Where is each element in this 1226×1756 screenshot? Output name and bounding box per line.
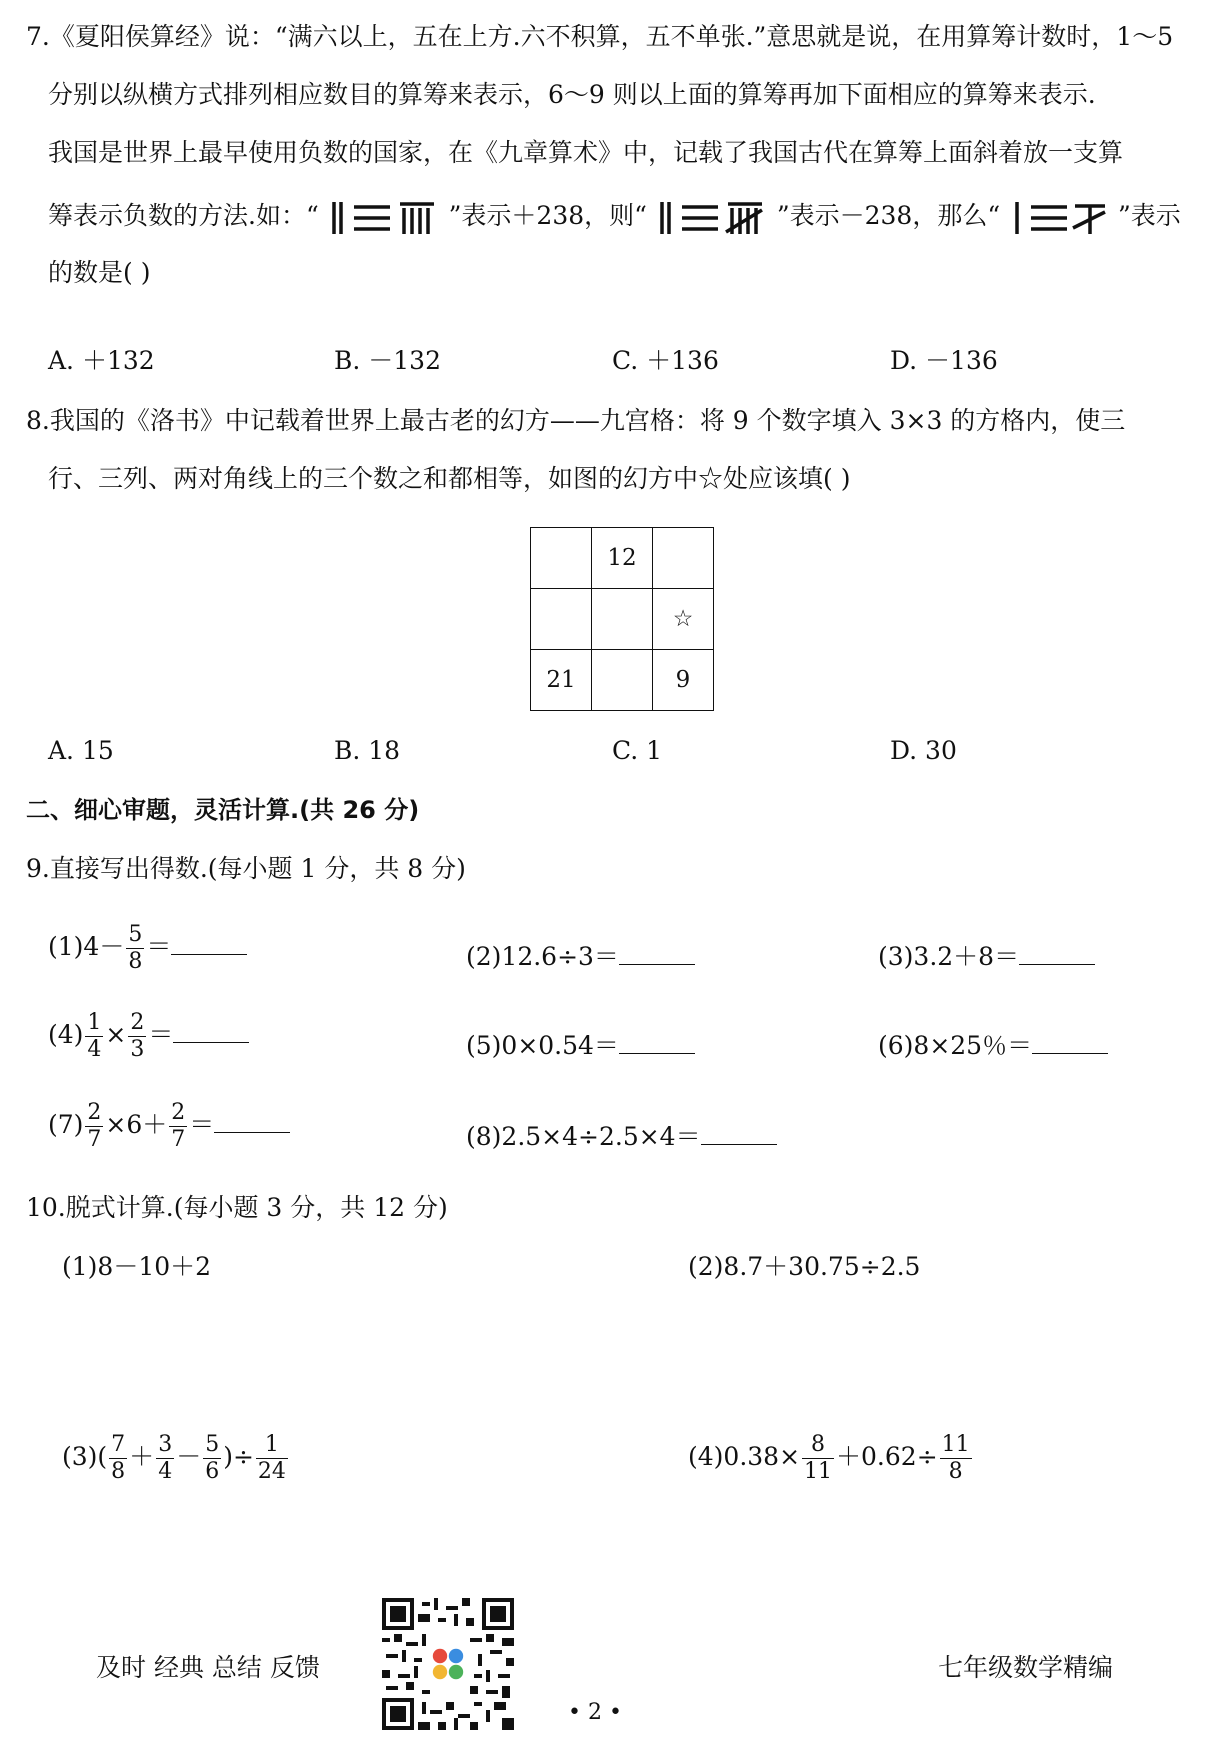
fraction-numerator: 2 <box>171 1100 186 1125</box>
answer-blank <box>701 1122 777 1145</box>
q10-problem-3 <box>62 1432 290 1485</box>
fraction-numerator: 1 <box>87 1010 102 1035</box>
q9-p7-post: ＝ <box>189 1110 215 1139</box>
q9-p4-post: ＝ <box>148 1020 174 1049</box>
answer-blank <box>1032 1031 1108 1054</box>
q8-option-c: C. 1 <box>612 736 663 765</box>
q7-option-d: D. －136 <box>890 346 998 375</box>
fraction-numerator: 5 <box>205 1432 220 1457</box>
grid-cell: 12 <box>592 528 653 589</box>
q7-line4-c: ”表示－238，那么“ <box>776 201 1001 230</box>
grid-cell-star: ☆ <box>653 589 714 650</box>
grid-cell <box>592 650 653 711</box>
grid-cell <box>653 528 714 589</box>
fraction-denominator: 8 <box>111 1459 126 1484</box>
fraction <box>802 1432 834 1485</box>
answer-blank <box>619 1031 695 1054</box>
q9-problem-3 <box>878 937 1095 973</box>
q9-p5-text: (5)0×0.54＝ <box>466 1031 619 1060</box>
q7-line4 <box>48 196 1181 238</box>
fraction-denominator: 6 <box>205 1459 220 1484</box>
q9-p4-pre: (4) <box>48 1020 84 1049</box>
operator: － <box>176 1442 202 1471</box>
fraction <box>126 922 144 975</box>
grid-cell <box>592 589 653 650</box>
fraction <box>109 1432 127 1485</box>
q10-p4-pre: (4)0.38× <box>688 1442 801 1471</box>
counting-rods-question-icon <box>1009 198 1109 238</box>
q7-line4-a: 筹表示负数的方法.如：“ <box>48 201 319 230</box>
q9-p7-mid: ×6＋ <box>105 1110 168 1139</box>
fraction-denominator: 7 <box>171 1127 186 1152</box>
fraction <box>85 1010 103 1063</box>
grid-cell <box>531 589 592 650</box>
fraction-numerator: 1 <box>256 1432 288 1459</box>
fraction-numerator: 3 <box>158 1432 173 1457</box>
q9-p1-pre: (1)4－ <box>48 932 125 961</box>
operator: )÷ <box>223 1442 254 1471</box>
q9-p3-text: (3)3.2＋8＝ <box>878 942 1020 971</box>
fraction-numerator: 2 <box>87 1100 102 1125</box>
fraction-numerator: 8 <box>802 1432 834 1459</box>
q7-line3: 我国是世界上最早使用负数的国家，在《九章算术》中，记载了我国古代在算筹上面斜着放一支算 <box>48 138 1124 167</box>
q9-p7-pre: (7) <box>48 1110 84 1139</box>
q9-problem-1 <box>48 922 247 975</box>
fraction <box>203 1432 221 1485</box>
q7-option-a: A. ＋132 <box>48 346 155 375</box>
q8-option-d: D. 30 <box>890 736 957 765</box>
q7-option-b: B. －132 <box>334 346 441 375</box>
q9-p8-text: (8)2.5×4÷2.5×4＝ <box>466 1122 701 1151</box>
fraction-denominator: 3 <box>130 1037 145 1062</box>
answer-blank <box>214 1110 290 1133</box>
q7-line5: 的数是( ) <box>48 258 151 287</box>
footer-right-title: 七年级数学精编 <box>938 1653 1114 1682</box>
q10-title: 10.脱式计算.(每小题 3 分，共 12 分) <box>26 1193 448 1222</box>
fraction-numerator: 7 <box>111 1432 126 1457</box>
fraction-numerator: 11 <box>941 1432 970 1457</box>
q10-p3-pre: (3)( <box>62 1442 108 1471</box>
q7-line4-b: ”表示＋238，则“ <box>448 201 647 230</box>
q9-problem-7 <box>48 1100 290 1153</box>
fraction-numerator: 5 <box>128 922 143 947</box>
qr-code-icon[interactable] <box>382 1598 514 1736</box>
fraction <box>940 1432 972 1485</box>
grid-cell <box>531 528 592 589</box>
q9-title: 9.直接写出得数.(每小题 1 分，共 8 分) <box>26 854 466 883</box>
q8-option-a: A. 15 <box>48 736 114 765</box>
fraction-denominator: 11 <box>804 1459 833 1484</box>
fraction-denominator: 4 <box>158 1459 173 1484</box>
fraction-denominator: 4 <box>87 1037 102 1062</box>
q10-problem-4 <box>688 1432 974 1485</box>
q9-p6-text: (6)8×25％＝ <box>878 1031 1033 1060</box>
fraction-denominator: 8 <box>128 949 143 974</box>
fraction <box>85 1100 103 1153</box>
magic-square <box>530 527 714 711</box>
q9-p2-text: (2)12.6÷3＝ <box>466 942 619 971</box>
q7-line1: 7.《夏阳侯算经》说：“满六以上，五在上方.六不积算，五不单张.”意思就是说，在用算筹计数时，1～5 <box>26 22 1174 51</box>
answer-blank <box>171 932 247 955</box>
q7-line2: 分别以纵横方式排列相应数目的算筹来表示，6～9 则以上面的算筹再加下面相应的算筹来表示. <box>48 80 1096 109</box>
q9-problem-5 <box>466 1026 695 1062</box>
fraction <box>256 1432 288 1485</box>
q7-line4-d: ”表示 <box>1118 201 1181 230</box>
operator: ＋ <box>129 1442 155 1471</box>
q9-problem-4 <box>48 1010 249 1063</box>
footer-left-slogan: 及时 经典 总结 反馈 <box>96 1653 320 1682</box>
section-heading: 二、细心审题，灵活计算.(共 26 分) <box>26 796 420 824</box>
fraction-denominator: 24 <box>257 1459 286 1484</box>
grid-cell: 9 <box>653 650 714 711</box>
q9-problem-2 <box>466 937 695 973</box>
q9-problem-6 <box>878 1026 1108 1062</box>
q8-option-b: B. 18 <box>334 736 401 765</box>
counting-rods-positive-238-icon <box>328 198 440 238</box>
fraction <box>156 1432 174 1485</box>
fraction-denominator: 7 <box>87 1127 102 1152</box>
operator: ＋0.62÷ <box>836 1442 938 1471</box>
fraction-numerator: 2 <box>130 1010 145 1035</box>
q9-p1-post: ＝ <box>146 932 172 961</box>
answer-blank <box>619 942 695 965</box>
q7-option-c: C. ＋136 <box>612 346 719 375</box>
grid-cell: 21 <box>531 650 592 711</box>
q8-line2: 行、三列、两对角线上的三个数之和都相等，如图的幻方中☆处应该填( ) <box>48 464 851 493</box>
q8-line1: 8.我国的《洛书》中记载着世界上最古老的幻方——九宫格：将 9 个数字填入 3×3 的方格内，使三 <box>26 406 1126 435</box>
q9-p4-mid: × <box>105 1020 127 1049</box>
q10-problem-1: (1)8－10＋2 <box>62 1252 212 1281</box>
q10-problem-2: (2)8.7＋30.75÷2.5 <box>688 1252 921 1281</box>
page-number: • 2 • <box>568 1700 622 1725</box>
fraction-denominator: 8 <box>948 1459 963 1484</box>
q9-problem-8 <box>466 1117 777 1153</box>
fraction <box>128 1010 146 1063</box>
counting-rods-negative-238-icon <box>656 198 768 238</box>
answer-blank <box>1019 942 1095 965</box>
fraction <box>169 1100 187 1153</box>
answer-blank <box>173 1020 249 1043</box>
